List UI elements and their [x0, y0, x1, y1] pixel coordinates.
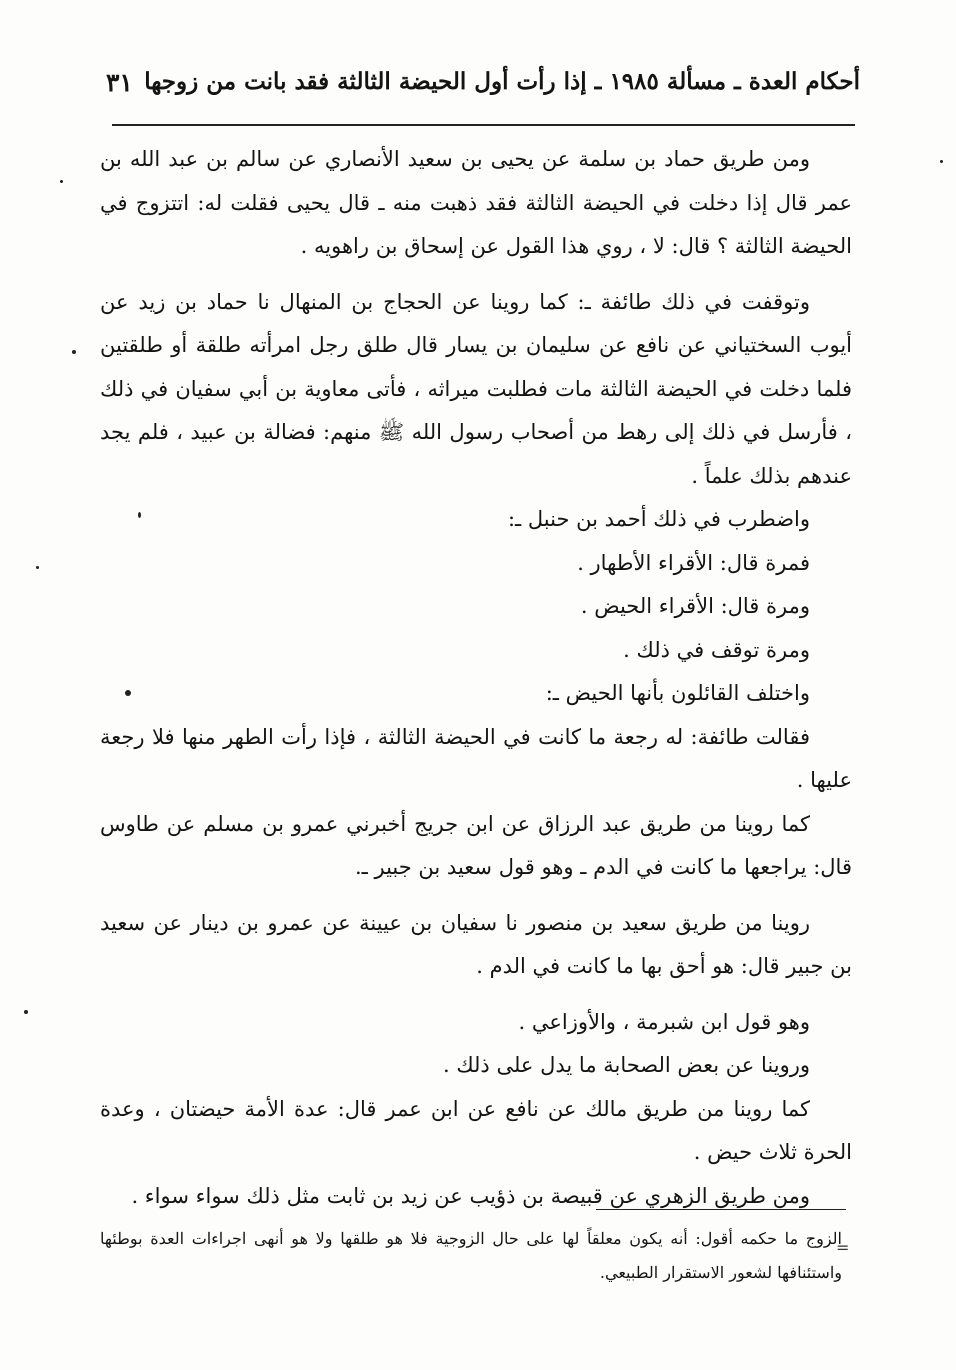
paragraph-tawaqquf: وتوقفت في ذلك طائفة ـ: كما روينا عن الحجاج بن المنهال نا حماد بن زيد عن أيوب السختياني عن نافع عن سليمان بن يسار قال طلق رجل امرأته طلقة أو طلقتين فلما دخلت في الحيضة الثالثة مات فطلبت ميراثه ، فأتى معاوية بن أبي سفيان في ذلك ، فأرسل في ذلك إلى رهط من أصحاب رسول الله ﷺ منهم: فضالة بن عبيد ، فلم يجد عندهم بذلك علماً .	[100, 289, 852, 488]
paragraph-ibn-shubruma: وهو قول ابن شبرمة ، والأوزاعي .	[518, 1009, 810, 1034]
paragraph-abd-al-razzaq: كما روينا من طريق عبد الرزاق عن ابن جريج أخبرني عمرو بن مسلم عن طاوس قال: يراجعها ما كانت في الدم ـ وهو قول سعيد بن جبير ـ.	[100, 811, 852, 879]
paragraph-tawaqquf-ahmad: ومرة توقف في ذلك .	[623, 637, 810, 662]
paragraph-qawl-athar: فمرة قال: الأقراء الأطهار .	[577, 550, 810, 575]
paragraph-ikhtilaf: واختلف القائلون بأنها الحيض ـ:	[545, 681, 810, 705]
header-rule	[112, 124, 855, 126]
page-header	[100, 62, 860, 112]
paragraph-qawl-hayd: ومرة قال: الأقراء الحيض .	[580, 594, 810, 618]
paragraph-said-ibn-mansur: روينا من طريق سعيد بن منصور نا سفيان بن عيينة عن عمرو بن دينار عن سعيد بن جبير قال: هو أحق بها ما كانت في الدم .	[100, 910, 852, 978]
footnote: الزوج ما حكمه أقول: أنه يكون معلقاً لها على حال الزوجية فلا هو طلقها ولا هو أنهى اجراءات العدة بوطئها واستئنافها لشعور الاستقرار الطبيعي.	[100, 1229, 842, 1282]
paragraph-hammad-chain: ومن طريق حماد بن سلمة عن يحيى بن سعيد الأنصاري عن سالم بن عبد الله بن عمر قال إذا دخلت في الحيضة الثالثة فقد ذهبت منه ـ قال يحيى فقلت له: اتتزوج في الحيضة الثالثة ؟ قال: لا ، روي هذا القول عن إسحاق بن راهويه .	[100, 147, 852, 258]
main-text	[100, 138, 852, 1218]
scan-speck	[24, 1010, 28, 1014]
scan-speck	[125, 690, 131, 696]
footnote-continuation-mark: =	[836, 1238, 850, 1257]
paragraph-malik: كما روينا من طريق مالك عن نافع عن ابن عمر قال: عدة الأمة حيضتان ، وعدة الحرة ثلاث حيض .	[100, 1096, 852, 1164]
paragraph-sahaba: وروينا عن بعض الصحابة ما يدل على ذلك .	[442, 1053, 810, 1077]
page-number: ٣١	[106, 68, 133, 97]
paragraph-ahmad-idtarab: واضطرب في ذلك أحمد بن حنبل ـ:	[507, 507, 810, 531]
scan-speck	[60, 180, 63, 183]
paragraph-raja: فقالت طائفة: له رجعة ما كانت في الحيضة الثالثة ، فإذا رأت الطهر منها فلا رجعة عليها .	[100, 724, 852, 792]
footnote-rule	[596, 1209, 846, 1210]
paragraph-zuhri: ومن طريق الزهري عن قبيصة بن ذؤيب عن زيد بن ثابت مثل ذلك سواء سواء .	[131, 1183, 810, 1208]
scan-speck	[940, 160, 943, 163]
scan-speck	[36, 566, 39, 569]
running-title: أحكام العدة ـ مسألة ١٩٨٥ ـ إذا رأت أول الحيضة الثالثة فقد بانت من زوجها	[144, 68, 860, 95]
scan-speck	[72, 350, 76, 354]
scan-speck	[138, 512, 141, 518]
